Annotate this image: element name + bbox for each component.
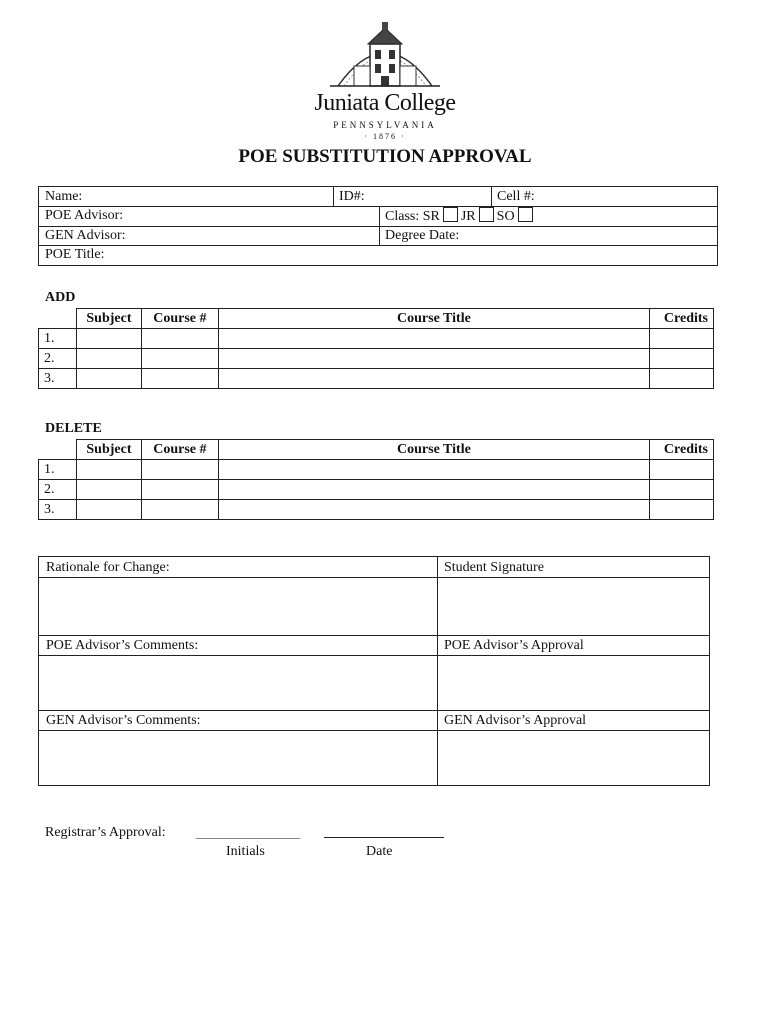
subject-cell[interactable] — [76, 460, 141, 480]
registrar-approval-label: Registrar’s Approval: — [45, 825, 166, 840]
poe-advisor-field[interactable]: POE Advisor: — [45, 208, 124, 223]
college-logo — [300, 22, 470, 142]
date-line[interactable] — [324, 837, 444, 838]
degree-date-field[interactable]: Degree Date: — [385, 228, 460, 243]
table-row — [39, 480, 714, 500]
initials-line[interactable] — [196, 838, 300, 839]
rationale-field[interactable] — [39, 578, 436, 635]
course-number-header: Course # — [141, 309, 218, 329]
class-so-label: SO — [496, 209, 515, 224]
poe-approval-field[interactable] — [438, 656, 709, 710]
class-sr-label: Class: SR — [385, 209, 440, 224]
course-title-header: Course Title — [218, 309, 649, 329]
gen-comments-label: GEN Advisor’s Comments: — [46, 713, 201, 728]
class-jr-checkbox[interactable] — [479, 207, 494, 222]
logo-state: PENNSYLVANIA — [333, 120, 437, 130]
credits-cell[interactable] — [649, 369, 713, 389]
course-number-header: Course # — [141, 440, 218, 460]
class-sr-checkbox[interactable] — [443, 207, 458, 222]
row-number-header — [39, 309, 77, 329]
subject-cell[interactable] — [76, 329, 141, 349]
poe-approval-label: POE Advisor’s Approval — [444, 638, 584, 653]
gen-approval-field[interactable] — [438, 731, 709, 785]
college-building-icon — [300, 22, 470, 92]
cell-field[interactable]: Cell #: — [497, 189, 535, 204]
course-number-cell[interactable] — [141, 460, 218, 480]
add-table — [38, 308, 714, 389]
poe-title-field[interactable]: POE Title: — [45, 247, 105, 262]
review-box — [38, 556, 710, 786]
credits-header: Credits — [649, 309, 713, 329]
form-title: POE SUBSTITUTION APPROVAL — [238, 146, 532, 167]
credits-cell[interactable] — [649, 349, 713, 369]
poe-comments-label: POE Advisor’s Comments: — [46, 638, 199, 653]
poe-comments-field[interactable] — [39, 656, 436, 710]
course-number-cell[interactable] — [141, 480, 218, 500]
class-jr-label: JR — [460, 209, 476, 224]
course-number-cell[interactable] — [141, 349, 218, 369]
row-number: 2. — [39, 349, 77, 369]
table-row — [39, 349, 714, 369]
credits-cell[interactable] — [649, 329, 713, 349]
course-number-cell[interactable] — [141, 369, 218, 389]
rationale-label: Rationale for Change: — [46, 560, 170, 575]
subject-header: Subject — [76, 309, 141, 329]
row-number: 3. — [39, 369, 77, 389]
course-title-cell[interactable] — [218, 369, 649, 389]
subject-cell[interactable] — [76, 349, 141, 369]
delete-table — [38, 439, 714, 520]
credits-cell[interactable] — [649, 500, 713, 520]
course-title-cell[interactable] — [218, 460, 649, 480]
credits-cell[interactable] — [649, 480, 713, 500]
course-title-header: Course Title — [218, 440, 649, 460]
row-number: 1. — [39, 460, 77, 480]
table-header-row — [39, 309, 714, 329]
add-heading: ADD — [45, 290, 76, 305]
course-number-cell[interactable] — [141, 329, 218, 349]
subject-header: Subject — [76, 440, 141, 460]
course-title-cell[interactable] — [218, 329, 649, 349]
row-number: 1. — [39, 329, 77, 349]
logo-college-name: Juniata College — [314, 90, 456, 116]
subject-cell[interactable] — [76, 369, 141, 389]
table-row — [39, 369, 714, 389]
subject-cell[interactable] — [76, 480, 141, 500]
student-signature-label: Student Signature — [444, 560, 544, 575]
table-row — [39, 500, 714, 520]
logo-year: · 1876 · — [364, 132, 406, 141]
row-number-header — [39, 440, 77, 460]
credits-header: Credits — [649, 440, 713, 460]
course-number-cell[interactable] — [141, 500, 218, 520]
delete-heading: DELETE — [45, 421, 102, 436]
table-row — [39, 460, 714, 480]
name-field[interactable]: Name: — [45, 189, 83, 204]
class-label — [385, 207, 536, 226]
class-so-checkbox[interactable] — [518, 207, 533, 222]
course-title-cell[interactable] — [218, 480, 649, 500]
credits-cell[interactable] — [649, 460, 713, 480]
course-title-cell[interactable] — [218, 500, 649, 520]
student-info-box — [38, 186, 718, 266]
row-number: 2. — [39, 480, 77, 500]
gen-approval-label: GEN Advisor’s Approval — [444, 713, 587, 728]
initials-label: Initials — [226, 844, 265, 859]
row-number: 3. — [39, 500, 77, 520]
table-header-row — [39, 440, 714, 460]
student-signature-field[interactable] — [438, 578, 709, 635]
id-field[interactable]: ID#: — [339, 189, 365, 204]
gen-advisor-field[interactable]: GEN Advisor: — [45, 228, 126, 243]
subject-cell[interactable] — [76, 500, 141, 520]
date-label: Date — [366, 844, 393, 859]
table-row — [39, 329, 714, 349]
course-title-cell[interactable] — [218, 349, 649, 369]
gen-comments-field[interactable] — [39, 731, 436, 785]
